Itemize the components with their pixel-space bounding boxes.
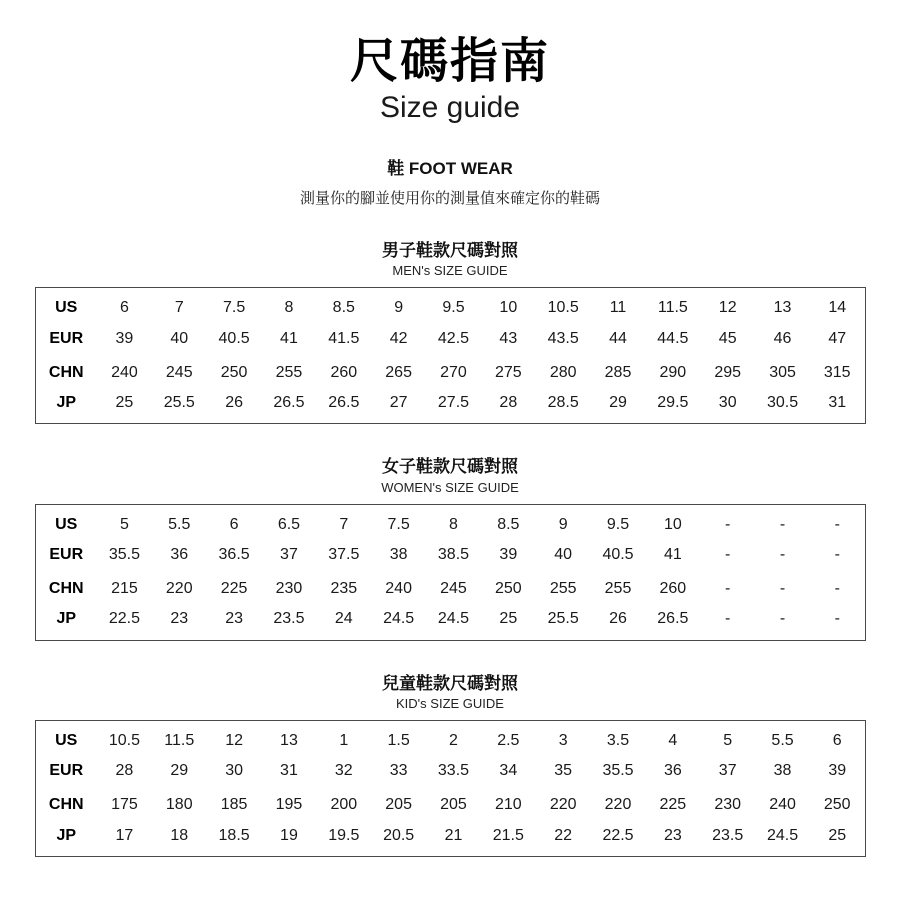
size-value-cell: - — [834, 546, 840, 564]
kids-size-section — [0, 674, 900, 857]
size-value-cell: 25 — [828, 826, 847, 844]
womens-section-title-en: WOMEN's SIZE GUIDE — [381, 479, 519, 495]
size-value-cell: 255 — [275, 363, 303, 381]
size-value-cell: 260 — [659, 580, 687, 598]
size-value-cell: 38 — [389, 546, 408, 564]
page-subtitle: Size guide — [379, 90, 521, 124]
size-value-cell: 265 — [385, 363, 412, 381]
region-label: JP — [56, 393, 77, 411]
size-value-cell: 30 — [718, 393, 737, 411]
size-table-row — [35, 822, 865, 856]
region-label: EUR — [49, 546, 84, 564]
size-value-cell: 34 — [499, 762, 518, 780]
size-table-row — [35, 720, 865, 754]
region-label: JP — [56, 826, 77, 844]
mens-section-title-en: MEN's SIZE GUIDE — [392, 263, 508, 279]
size-value-cell: 230 — [275, 580, 303, 598]
size-value-cell: 2.5 — [497, 732, 520, 750]
kids-section-title-zh: 兒童鞋款尺碼對照 — [382, 673, 518, 693]
size-value-cell: 11.5 — [164, 732, 195, 750]
region-label: EUR — [49, 762, 84, 780]
size-value-cell: 30.5 — [766, 393, 799, 411]
size-value-cell: 23 — [663, 826, 682, 844]
size-value-cell: 23 — [170, 610, 189, 628]
size-value-cell: 25.5 — [547, 610, 579, 628]
size-value-cell: 12 — [225, 732, 243, 750]
size-value-cell: 10.5 — [547, 299, 579, 317]
size-value-cell: 185 — [220, 796, 248, 814]
size-value-cell: 35.5 — [602, 762, 634, 780]
size-value-cell: 8.5 — [332, 299, 355, 317]
size-value-cell: 8 — [284, 299, 294, 317]
size-value-cell: 4 — [668, 732, 678, 750]
size-value-cell: 27.5 — [437, 393, 470, 411]
size-value-cell: 215 — [111, 580, 138, 598]
size-value-cell: 19.5 — [328, 826, 360, 844]
size-value-cell: 36 — [663, 762, 682, 780]
size-value-cell: 26.5 — [273, 393, 305, 411]
size-value-cell: 25 — [115, 393, 134, 411]
size-value-cell: 33 — [389, 762, 408, 780]
size-value-cell: 10 — [499, 299, 518, 317]
size-table-row — [35, 538, 865, 572]
size-value-cell: 46 — [773, 329, 792, 347]
size-value-cell: 245 — [440, 580, 467, 598]
size-value-cell: 5.5 — [168, 515, 191, 533]
size-value-cell: 3.5 — [606, 732, 630, 750]
size-value-cell: 31 — [280, 762, 298, 780]
size-value-cell: 17 — [115, 826, 134, 844]
size-value-cell: 24.5 — [437, 610, 470, 628]
size-value-cell: 1 — [339, 732, 349, 750]
size-value-cell: 9 — [394, 299, 404, 317]
size-table-row — [35, 322, 865, 356]
region-label: US — [55, 299, 78, 317]
size-value-cell: - — [779, 515, 786, 533]
size-value-cell: 42 — [389, 329, 408, 347]
region-label: JP — [56, 610, 77, 628]
size-value-cell: 25 — [499, 610, 518, 628]
size-value-cell: 37 — [280, 546, 298, 564]
size-value-cell: 305 — [769, 363, 796, 381]
size-value-cell: 26.5 — [657, 610, 689, 628]
mens-section-title-zh: 男子鞋款尺碼對照 — [382, 240, 518, 260]
kids-size-table — [35, 720, 866, 857]
size-value-cell: - — [834, 580, 840, 598]
size-value-cell: 33.5 — [437, 762, 470, 780]
size-value-cell: 40.5 — [218, 329, 250, 347]
size-value-cell: 230 — [714, 796, 742, 814]
womens-section-title-zh: 女子鞋款尺碼對照 — [382, 457, 518, 477]
kids-section-title-en: KID's SIZE GUIDE — [396, 695, 504, 711]
size-table-row — [35, 754, 865, 788]
size-value-cell: 41 — [280, 329, 298, 347]
size-value-cell: 24.5 — [766, 826, 799, 844]
size-table-row — [35, 504, 865, 538]
size-value-cell: 26 — [609, 610, 627, 628]
size-value-cell: 43.5 — [547, 329, 579, 347]
size-value-cell: 38 — [773, 762, 792, 780]
size-value-cell: 41 — [663, 546, 682, 564]
size-table-row — [35, 572, 865, 606]
size-value-cell: 39 — [499, 546, 518, 564]
size-value-cell: - — [834, 515, 840, 533]
size-value-cell: 225 — [220, 580, 248, 598]
size-value-cell: 175 — [111, 796, 138, 814]
size-value-cell: 45 — [718, 329, 737, 347]
size-value-cell: - — [725, 610, 731, 628]
size-value-cell: 35.5 — [108, 546, 140, 564]
size-value-cell: 22 — [554, 826, 573, 844]
region-label: US — [55, 515, 78, 533]
measure-instruction: 測量你的腳並使用你的測量值來確定你的鞋碼 — [299, 189, 600, 207]
size-value-cell: 44.5 — [657, 329, 689, 347]
size-value-cell: 255 — [549, 580, 577, 598]
size-value-cell: 205 — [440, 796, 467, 814]
size-value-cell: 225 — [659, 796, 687, 814]
size-value-cell: 9 — [558, 515, 568, 533]
size-value-cell: 220 — [549, 796, 577, 814]
size-value-cell: 2 — [449, 732, 458, 750]
size-value-cell: 7.5 — [387, 515, 410, 533]
size-value-cell: 14 — [828, 299, 847, 317]
category-title: 鞋 FOOT WEAR — [387, 158, 513, 178]
size-value-cell: - — [834, 610, 840, 628]
page-title: 尺碼指南 — [349, 35, 550, 88]
size-value-cell: 8.5 — [497, 515, 520, 533]
size-value-cell: 9.5 — [442, 299, 465, 317]
size-value-cell: 270 — [440, 363, 467, 381]
size-value-cell: 240 — [769, 796, 796, 814]
size-value-cell: 13 — [773, 299, 792, 317]
size-value-cell: 40 — [170, 329, 189, 347]
size-value-cell: 29 — [170, 762, 189, 780]
size-value-cell: 24.5 — [383, 610, 415, 628]
region-label: CHN — [48, 796, 84, 814]
size-value-cell: 290 — [659, 363, 687, 381]
womens-size-table — [35, 504, 866, 641]
size-value-cell: 200 — [330, 796, 358, 814]
size-table-row — [35, 390, 865, 424]
size-value-cell: 42.5 — [437, 329, 470, 347]
size-value-cell: 7 — [174, 299, 184, 317]
size-value-cell: 280 — [549, 363, 577, 381]
size-value-cell: 29.5 — [657, 393, 689, 411]
size-value-cell: 25.5 — [163, 393, 195, 411]
size-value-cell: 10 — [663, 515, 682, 533]
mens-size-table — [35, 287, 866, 424]
size-value-cell: 13 — [280, 732, 298, 750]
size-value-cell: 295 — [714, 363, 742, 381]
size-value-cell: 5 — [119, 515, 129, 533]
size-value-cell: 43 — [499, 329, 518, 347]
region-label: US — [55, 732, 78, 750]
size-value-cell: 3 — [558, 732, 568, 750]
womens-size-section — [0, 457, 900, 640]
size-value-cell: - — [725, 515, 731, 533]
size-value-cell: - — [779, 580, 786, 598]
size-table-row — [35, 288, 865, 322]
size-value-cell: - — [725, 546, 731, 564]
size-value-cell: 32 — [334, 762, 353, 780]
size-value-cell: 39 — [115, 329, 134, 347]
size-value-cell: 9.5 — [606, 515, 630, 533]
size-value-cell: 11 — [609, 299, 627, 317]
size-value-cell: 39 — [828, 762, 847, 780]
size-value-cell: 44 — [609, 329, 627, 347]
region-label: EUR — [49, 329, 84, 347]
size-value-cell: 255 — [604, 580, 632, 598]
size-value-cell: 250 — [823, 796, 851, 814]
size-value-cell: 21 — [444, 826, 463, 844]
size-value-cell: 22.5 — [108, 610, 140, 628]
size-value-cell: 195 — [275, 796, 303, 814]
size-value-cell: 38.5 — [437, 546, 470, 564]
size-value-cell: 36.5 — [218, 546, 250, 564]
size-value-cell: - — [779, 546, 786, 564]
size-value-cell: - — [725, 580, 731, 598]
size-value-cell: 40.5 — [602, 546, 634, 564]
size-value-cell: 41.5 — [328, 329, 360, 347]
size-value-cell: 5.5 — [771, 732, 794, 750]
size-value-cell: 245 — [165, 363, 193, 381]
size-value-cell: 275 — [494, 363, 522, 381]
size-value-cell: 260 — [330, 363, 358, 381]
size-value-cell: 22.5 — [602, 826, 634, 844]
size-value-cell: 205 — [385, 796, 412, 814]
size-value-cell: 36 — [170, 546, 189, 564]
size-value-cell: 19 — [280, 826, 298, 844]
size-table-row — [35, 356, 865, 390]
size-table-row — [35, 788, 865, 822]
size-value-cell: 235 — [330, 580, 358, 598]
size-value-cell: 6 — [229, 515, 239, 533]
size-value-cell: 240 — [385, 580, 412, 598]
size-value-cell: 26.5 — [328, 393, 360, 411]
size-value-cell: 40 — [554, 546, 573, 564]
size-value-cell: 35 — [554, 762, 573, 780]
size-value-cell: 7.5 — [222, 299, 246, 317]
size-value-cell: 285 — [604, 363, 632, 381]
region-label: CHN — [48, 580, 84, 598]
size-value-cell: 8 — [449, 515, 458, 533]
size-value-cell: 28 — [115, 762, 134, 780]
size-value-cell: 11.5 — [657, 299, 688, 317]
size-value-cell: 21.5 — [492, 826, 524, 844]
mens-size-section — [0, 241, 900, 424]
size-value-cell: 27 — [389, 393, 408, 411]
size-table-row — [35, 606, 865, 640]
size-value-cell: 6 — [832, 732, 842, 750]
region-label: CHN — [48, 363, 84, 381]
size-value-cell: 28.5 — [547, 393, 579, 411]
size-value-cell: 180 — [165, 796, 193, 814]
size-value-cell: 37 — [718, 762, 737, 780]
size-value-cell: 18 — [170, 826, 189, 844]
size-value-cell: 23.5 — [273, 610, 305, 628]
size-value-cell: 10.5 — [108, 732, 140, 750]
size-value-cell: 28 — [499, 393, 518, 411]
size-value-cell: 220 — [604, 796, 632, 814]
size-value-cell: 47 — [828, 329, 847, 347]
size-value-cell: 6.5 — [277, 515, 301, 533]
page-header — [0, 36, 900, 124]
footwear-intro — [0, 154, 900, 208]
size-value-cell: - — [779, 610, 786, 628]
size-value-cell: 7 — [339, 515, 349, 533]
size-value-cell: 37.5 — [328, 546, 360, 564]
size-value-cell: 29 — [609, 393, 627, 411]
size-value-cell: 23.5 — [712, 826, 744, 844]
size-value-cell: 18.5 — [218, 826, 250, 844]
size-value-cell: 30 — [225, 762, 243, 780]
size-value-cell: 20.5 — [383, 826, 415, 844]
size-value-cell: 210 — [494, 796, 522, 814]
size-value-cell: 24 — [334, 610, 353, 628]
size-value-cell: 31 — [828, 393, 847, 411]
size-value-cell: 220 — [165, 580, 193, 598]
size-value-cell: 6 — [119, 299, 129, 317]
size-value-cell: 26 — [225, 393, 243, 411]
size-value-cell: 250 — [220, 363, 248, 381]
size-value-cell: 5 — [723, 732, 733, 750]
size-value-cell: 12 — [718, 299, 737, 317]
size-value-cell: 315 — [823, 363, 851, 381]
size-value-cell: 1.5 — [387, 732, 410, 750]
size-value-cell: 240 — [111, 363, 138, 381]
size-value-cell: 250 — [494, 580, 522, 598]
size-value-cell: 23 — [225, 610, 243, 628]
